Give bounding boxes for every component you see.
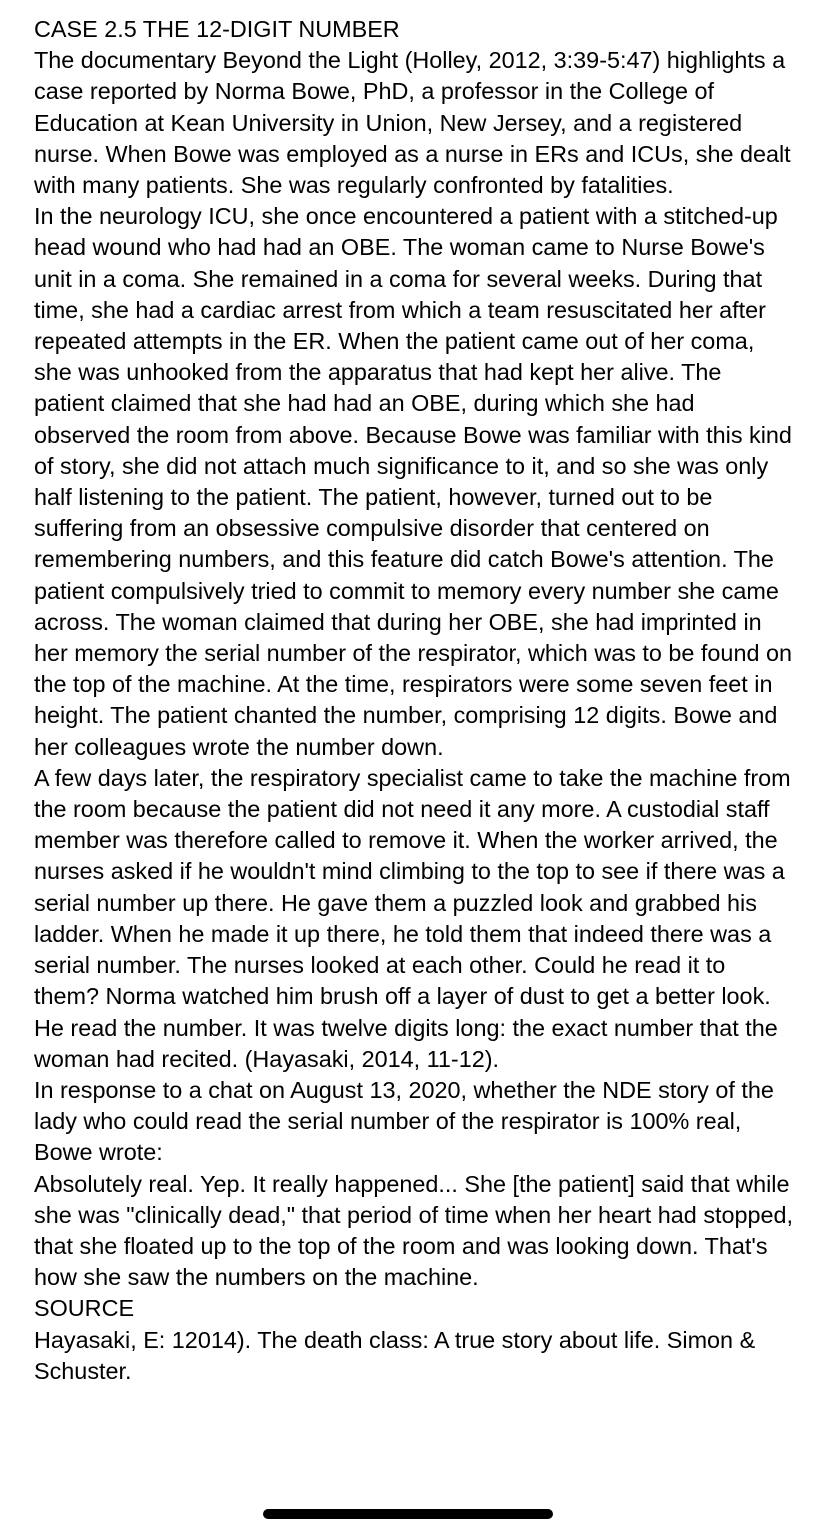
home-indicator-bar[interactable]	[263, 1509, 553, 1519]
paragraph-verification: A few days later, the respiratory specialist came to take the machine from the room because the patient did not need it any more. A custodial staff member was therefore called to remove it. When the worker arrived, the nurses asked if he wouldn't mind climbing to the top to see if there was a serial number up there. He gave them a puzzled look and grabbed his ladder. When he made it up there, he told them that indeed there was a serial number. The nurses looked at each other. Could he read it to them? Norma watched him brush off a layer of dust to get a better look. He read the number. It was twelve digits long: the exact number that the woman had recited. (Hayasaki, 2014, 11-12).	[34, 764, 791, 1072]
source-heading: SOURCE	[34, 1295, 135, 1322]
paragraph-bowe-quote: Absolutely real. Yep. It really happened... She [the patient] said that while she was "clinically dead," that period of time when her heart had stopped, that she floated up to the top of the room and was looking down. That's how she saw the numbers on the machine.	[34, 1170, 794, 1291]
paragraph-icu-case: In the neurology ICU, she once encountered a patient with a stitched-up head wound who had had an OBE. The woman came to Nurse Bowe's unit in a coma. She remained in a coma for several weeks. During that time, she had a cardiac arrest from which a team resuscitated her after repeated attempts in the ER. When the patient came out of her coma, she was unhooked from the apparatus that had kept her alive. The patient claimed that she had had an OBE, during which she had observed the room from above. Because Bowe was familiar with this kind of story, she did not attach much significance to it, and so she was only half listening to the patient. The patient, however, turned out to be suffering from an obsessive compulsive disorder that centered on remembering numbers, and this feature did catch Bowe's attention. The patient compulsively tried to commit to memory every number she came across. The woman claimed that during her OBE, she had imprinted in her memory the serial number of the respirator, which was to be found on the top of the machine. At the time, respirators were some seven feet in height. The patient chanted the number, comprising 12 digits. Bowe and her colleagues wrote the number down.	[34, 203, 792, 760]
case-title: CASE 2.5 THE 12-DIGIT NUMBER	[34, 16, 400, 42]
source-citation: Hayasaki, E: 12014). The death class: A true story about life. Simon & Schuster.	[34, 1326, 756, 1384]
document-body	[34, 14, 794, 1387]
paragraph-intro: The documentary Beyond the Light (Holley, 2012, 3:39-5:47) highlights a case reported by Norma Bowe, PhD, a professor in the College of Education at Kean University in Union, New Jersey, and a registered nurse. When Bowe was employed as a nurse in ERs and ICUs, she dealt with many patients. She was regularly confronted by fatalities.	[34, 47, 791, 199]
paragraph-chat-intro: In response to a chat on August 13, 2020, whether the NDE story of the lady who could read the serial number of the respirator is 100% real, Bowe wrote:	[34, 1076, 774, 1166]
